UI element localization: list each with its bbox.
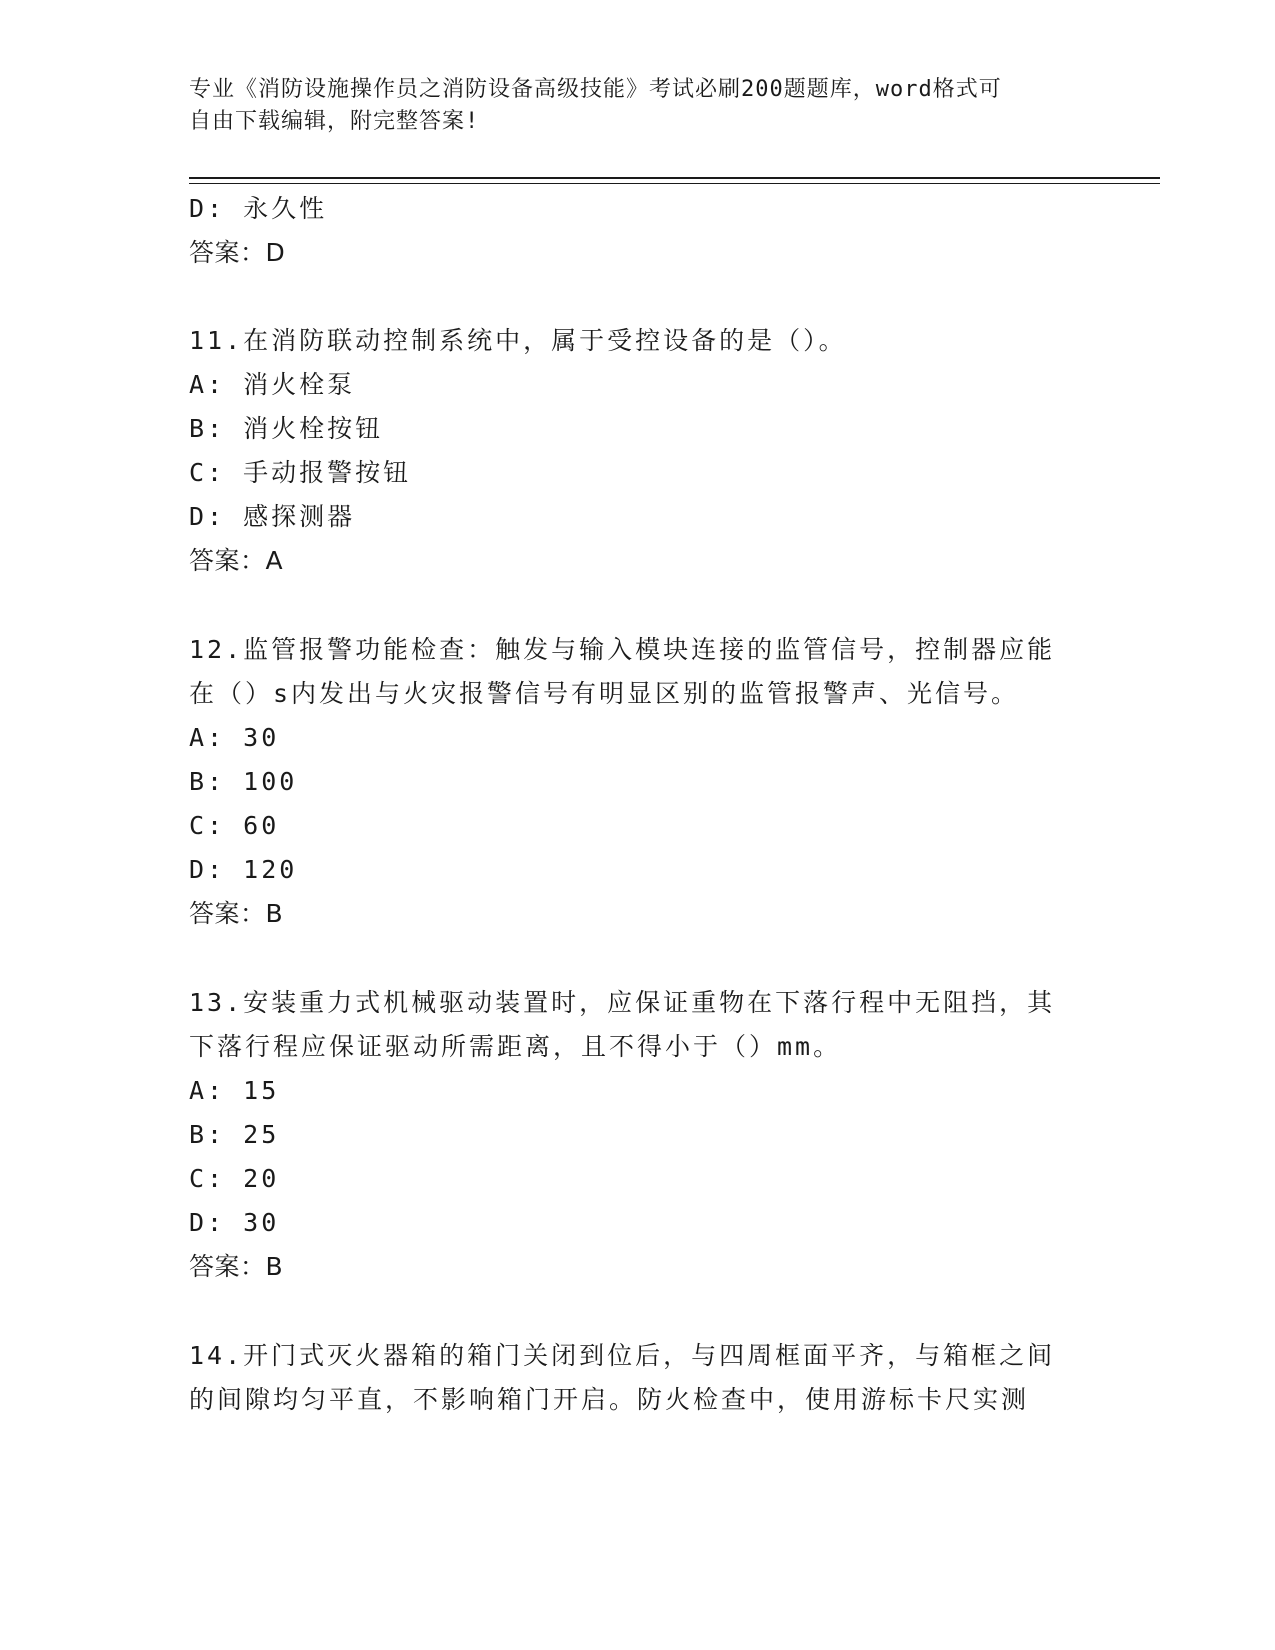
q13-stem-line-2: 下落行程应保证驱动所需距离，且不得小于（）mm。: [189, 1032, 842, 1061]
header-rule-thin: [189, 183, 1160, 184]
q14-stem-line-2: 的间隙均匀平直，不影响箱门开启。防火检查中，使用游标卡尺实测: [189, 1385, 1030, 1414]
q11-option-c: C: 手动报警按钮: [189, 458, 412, 487]
header-rule-thick: [189, 177, 1160, 179]
header-line-2: 自由下载编辑，附完整答案!: [189, 109, 480, 134]
q11-option-b: B: 消火栓按钮: [189, 414, 384, 443]
q13-option-a: A: 15: [189, 1076, 280, 1105]
q13-answer: 答案：B: [189, 1252, 284, 1281]
q12-option-d: D: 120: [189, 855, 298, 884]
q12-stem-line-2: 在（）s内发出与火灾报警信号有明显区别的监管报警声、光信号。: [189, 679, 1020, 708]
q12-option-c: C: 60: [189, 811, 280, 840]
q11-stem-line-1: 11.在消防联动控制系统中，属于受控设备的是（）。: [189, 326, 847, 355]
q11-option-d: D: 感探测器: [189, 502, 356, 531]
q11-option-a: A: 消火栓泵: [189, 370, 356, 399]
q13-stem-line-1: 13.安装重力式机械驱动装置时，应保证重物在下落行程中无阻挡，其: [189, 988, 1056, 1017]
q14-stem-line-1: 14.开门式灭火器箱的箱门关闭到位后，与四周框面平齐，与箱框之间: [189, 1341, 1056, 1370]
q11-answer: 答案：A: [189, 546, 284, 575]
q12-option-b: B: 100: [189, 767, 298, 796]
prev-answer: 答案：D: [189, 238, 286, 267]
q12-stem-line-1: 12.监管报警功能检查：触发与输入模块连接的监管信号，控制器应能: [189, 635, 1056, 664]
prev-option-d: D: 永久性: [189, 194, 328, 223]
page-header: [189, 74, 1069, 138]
q13-option-d: D: 30: [189, 1208, 280, 1237]
q12-option-a: A: 30: [189, 723, 280, 752]
q13-option-b: B: 25: [189, 1120, 280, 1149]
q12-answer: 答案：B: [189, 899, 284, 928]
q13-option-c: C: 20: [189, 1164, 280, 1193]
header-line-1: 专业《消防设施操作员之消防设备高级技能》考试必刷200题题库，word格式可: [189, 77, 1002, 102]
